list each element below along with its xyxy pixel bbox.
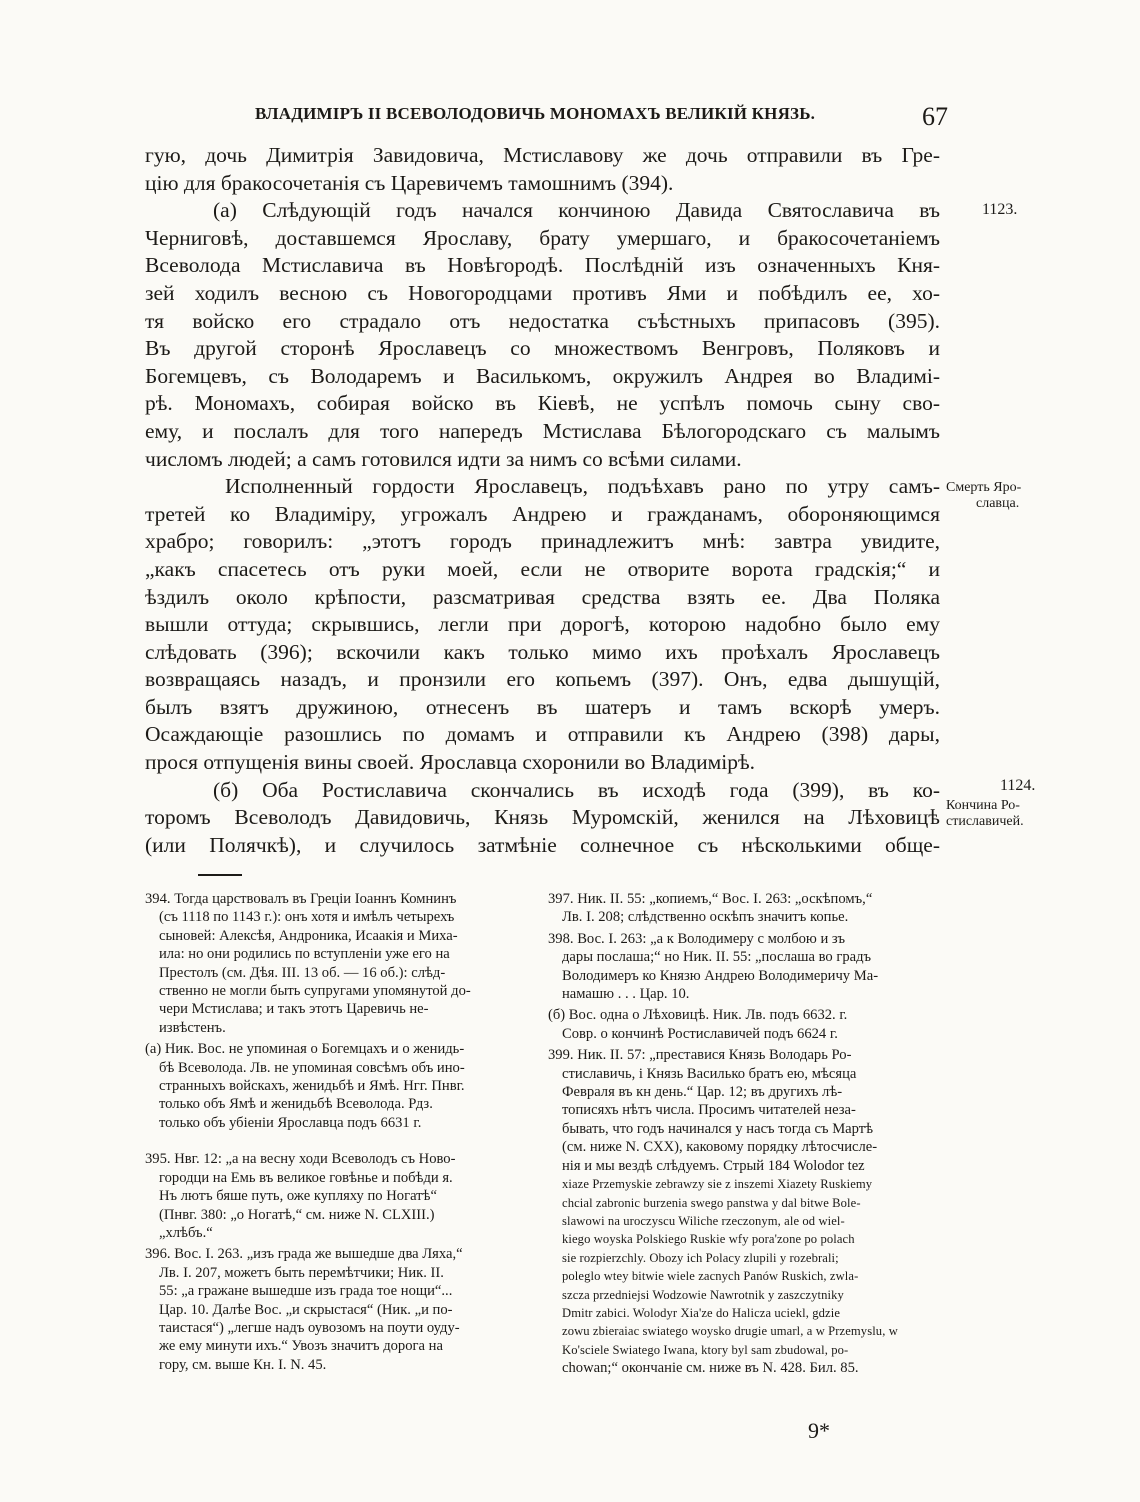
footnote-line: чери Мстислава; и такъ этотъ Царевичь не-	[159, 1001, 429, 1018]
text-line: храбро; говорилъ: „этотъ городъ принадлежитъ мнѣ: завтра увидите,	[145, 529, 940, 554]
footnote-line: Престолъ (см. Дѣя. III. 13 об. — 16 об.): слѣд-	[159, 964, 446, 981]
footnote-line: (б) Вос. одна о Лѣховицѣ. Ник. Лв. подъ 6632. г.	[548, 1007, 848, 1024]
footnote-line: (съ 1118 по 1143 г.): онъ хотя и имѣлъ четырехъ	[159, 909, 455, 926]
text-line: (или Полячкѣ), и случилось затмѣніе солнечное съ нѣсколькими обще-	[145, 832, 940, 857]
text-line: вышли оттуда; скрывшись, легли при дорогѣ, которою надобно было ему	[145, 612, 940, 637]
footnote-line: (см. ниже N. CXX), каковому порядку лѣтосчисле-	[562, 1139, 878, 1156]
footnote-line: намашю . . . Цар. 10.	[562, 986, 690, 1003]
footnote-396	[145, 1245, 543, 1374]
footnote-line: (Пнвг. 380: „о Ногатѣ,“ см. ниже N. CLXIII.)	[159, 1206, 435, 1223]
text-line: ѣздилъ около крѣпости, разсматривая средства взять ее. Два Поляка	[145, 584, 940, 609]
footnote-line: городци на Емь въ великое говѣнье и побѣди я.	[159, 1169, 453, 1186]
footnote-line: 55: „а гражане вышедше изъ града тое нощи“...	[159, 1283, 453, 1300]
footnote-395	[145, 1150, 543, 1242]
text-line: (б) Оба Ростиславича скончались въ исходѣ года (399), въ ко-	[213, 777, 940, 802]
footnote-line: бывать, что годъ начинался у насъ тогда съ Мартѣ	[562, 1120, 874, 1137]
footnotes-left-column	[145, 890, 543, 1377]
footnote-line: же ему минути ихъ.“ Увозъ значитъ дорога на	[159, 1338, 443, 1355]
text-line: возвращаясь назадъ, и пронзили его копьемъ (397). Онъ, едва дышущій,	[145, 667, 940, 692]
text-line: Въ другой сторонѣ Ярославецъ со множествомъ Венгровъ, Поляковъ и	[145, 336, 940, 361]
text-line: слѣдовать (396); вскочили какъ только мимо ихъ проѣхалъ Ярославецъ	[145, 639, 940, 664]
footnote-line: Володимеръ ко Князю Андрею Володимеричу Ма-	[562, 967, 879, 984]
margin-note-death-line2: славца.	[976, 496, 1020, 511]
page-number: 67	[922, 102, 948, 131]
text-line: рѣ. Мономахъ, собирая войско въ Кіевѣ, не успѣлъ помочь сыну сво-	[145, 391, 940, 416]
text-line: зей ходилъ весною съ Новогородцами противъ Ями и побѣдилъ ее, хо-	[145, 280, 940, 305]
footnote-line: тописяхъ нѣтъ числа. Просимъ читателей неза-	[562, 1102, 856, 1119]
footnote-399	[548, 1046, 940, 1377]
text-line: ему, и послалъ для того напередъ Мстислава Бѣлогородскаго съ малымъ	[145, 418, 940, 443]
footnote-line: бѣ Всеволода. Лв. не упоминая совсѣмъ объ ино-	[159, 1059, 465, 1076]
footnote-line: извѣстенъ.	[159, 1019, 226, 1036]
footnote-line: 398. Вос. I. 263: „а к Володимеру с молбою и зъ	[548, 930, 845, 947]
footnote-line: дары послаша;“ но Ник. II. 55: „послаша во градъ	[562, 949, 872, 966]
text-line: (а) Слѣдующій годъ начался кончиною Давида Святославича въ	[213, 198, 940, 223]
footnote-line: 397. Ник. II. 55: „копиемъ,“ Вос. I. 263: „оскѣпомъ,“	[548, 891, 873, 907]
footnote-line: 394. Тогда царствовалъ въ Греціи Іоаннъ Комнинъ	[145, 891, 457, 907]
text-line: Черниговѣ, доставшемся Ярославу, брату умершаго, и бракосочетаніемъ	[145, 225, 940, 250]
margin-year-1124: 1124.	[1000, 777, 1036, 794]
footnote-line: 399. Ник. II. 57: „преставися Князь Володарь Ро-	[548, 1047, 852, 1064]
footnotes-right-column	[548, 890, 940, 1381]
footnote-line: сыновей: Алексѣя, Андроника, Исаакія и Миха-	[159, 927, 458, 944]
footnote-line: нія и мы вездѣ слѣдуемъ. Стрый 184 Wolodor tez	[562, 1157, 865, 1174]
footnote-line: Dmitr zabici. Wolodyr Xia'ze do Halicza uciekl, gdzie	[562, 1305, 841, 1320]
main-text	[145, 142, 940, 859]
footnote-line: Лв. I. 208; слѣдственно оскѣпъ значитъ копье.	[562, 909, 849, 926]
text-line: гую, дочь Димитрія Завидовича, Мстиславову же дочь отправили въ Гре-	[145, 143, 940, 167]
text-line: цію для бракосочетанія съ Царевичемъ тамошнимъ (394).	[145, 170, 674, 195]
footnote-line: Совр. о кончинѣ Ростиславичей подъ 6624 г.	[562, 1025, 838, 1042]
text-line: тя войско его страдало отъ недостатка съѣстныхъ припасовъ (395).	[145, 308, 940, 333]
text-line: Богемцевъ, съ Володаремъ и Василькомъ, окружилъ Андрея во Владимі-	[145, 363, 940, 388]
footnote-line: kiego woyska Polskiego Ruskie wfy pora'zone po polach	[562, 1232, 855, 1247]
running-title: ВЛАДИМІРЪ II ВСЕВОЛОДОВИЧЬ МОНОМАХЪ ВЕЛИКІЙ КНЯЗЬ.	[255, 104, 816, 123]
footnote-line: странныхъ войскахъ, женидьбѣ и Ямѣ. Нгг. Пнвг.	[159, 1078, 465, 1095]
footnote-line: „хлѣбъ.“	[159, 1224, 213, 1241]
footnote-line: Февраля въ кн день.“ Цар. 12; въ другихъ лѣ-	[562, 1084, 843, 1101]
footnote-line: szcza przedniejsi Wodzowie Nawrotnik y zaszczytniky	[562, 1287, 844, 1302]
margin-note-death-line1: Смерть Яро-	[946, 480, 1022, 495]
text-line: „какъ спасетесь отъ руки моей, если не отворите ворота градскія;“ и	[145, 556, 940, 581]
footnote-line: 395. Нвг. 12: „а на весну ходи Всеволодъ съ Ново-	[145, 1151, 456, 1168]
footnote-line: sie rozpierzchly. Obozy ich Polacy zlupili y rozebrali;	[562, 1250, 839, 1265]
footnote-line: 396. Вос. I. 263. „изъ града же вышедше два Ляха,“	[145, 1246, 463, 1263]
footnote-line: chowan;“ окончаніе см. ниже въ N. 428. Бил. 85.	[562, 1360, 859, 1377]
margin-note-end-line1: Кончина Ро-	[946, 798, 1020, 813]
footnote-line: poleglo wtey bitwie wiele zacnych Panów Ruskich, zwla-	[562, 1269, 859, 1284]
footnote-line: slawowi na uroczyscu Wiliche rzeczonym, ale od wiel-	[562, 1213, 845, 1228]
footnote-398	[548, 930, 940, 1004]
signature-mark: 9*	[808, 1418, 830, 1443]
footnote-line: Ko'sciele Swiatego Iwana, ktory byl sam zbudowal, po-	[562, 1342, 849, 1357]
text-line: былъ взятъ дружиною, отнесенъ въ шатеръ и тамъ вскорѣ умеръ.	[145, 694, 940, 719]
footnote-line: гору, см. выше Кн. I. N. 45.	[159, 1356, 327, 1373]
footnote-line: стиславичь, і Князь Василько братъ ею, мѣсяца	[562, 1065, 857, 1082]
text-line: торомъ Всеволодъ Давидовичь, Князь Муромскій, женился на Лѣховицѣ	[145, 805, 940, 830]
text-line: Исполненный гордости Ярославецъ, подъѣхавъ рано по утру самъ-	[225, 474, 940, 499]
footnote-line: ила: но они родились по вступленіи уже его на	[159, 946, 450, 963]
footnote-divider	[198, 874, 242, 876]
footnote-line: Цар. 10. Далѣе Вос. „и скрыстася“ (Ник. „и по-	[159, 1301, 453, 1318]
footnote-line: Лв. I. 207, можетъ быть перемѣтчики; Ник. II.	[159, 1264, 444, 1281]
footnote-397	[548, 890, 940, 927]
text-line: Всеволода Мстиславича въ Новѣгородѣ. Послѣдній изъ означенныхъ Кня-	[145, 253, 940, 278]
text-line: Осаждающіе разошлись по домамъ и отправили къ Андрею (398) дары,	[145, 722, 940, 747]
footnote-a	[145, 1040, 543, 1132]
footnote-b	[548, 1006, 940, 1043]
footnote-line: только объ Ямѣ и женидьбѣ Всеволода. Рдз.	[159, 1096, 433, 1113]
margin-note-end-line2: стиславичей.	[946, 814, 1024, 829]
footnote-line: только объ убіеніи Ярославца подъ 6631 г.	[159, 1114, 422, 1131]
footnote-line: (а) Ник. Вос. не упоминая о Богемцахъ и о женидь-	[145, 1041, 465, 1058]
footnote-394	[145, 890, 543, 1037]
footnote-line: ственно не могли быть супругами упомянутой до-	[159, 983, 471, 1000]
text-line: числомъ людей; а самъ готовился идти за нимъ со всѣми силами.	[145, 446, 742, 471]
margin-year-1123: 1123.	[982, 201, 1018, 218]
footnote-line: Нъ лютъ бяше путь, оже купляху по Ногатѣ“	[159, 1188, 437, 1205]
footnote-line: chcial zabronic burzenia swego panstwa y dal bitwe Bole-	[562, 1195, 861, 1210]
footnote-line: таистася“) „легше надъ оувозомъ на поути оуду-	[159, 1319, 460, 1336]
text-line: третей ко Владиміру, угрожалъ Андрею и гражданамъ, обороняющимся	[145, 501, 940, 526]
footnote-line: xiaze Przemyskie zebrawzy sie z inszemi Xiazety Ruskiemy	[562, 1177, 873, 1192]
footnote-line: zowu zbieraiac swiatego woysko drugie umarl, a w Przemyslu, w	[562, 1324, 898, 1339]
text-line: прося отпущенія вины своей. Ярославца схоронили во Владимірѣ.	[145, 750, 756, 775]
